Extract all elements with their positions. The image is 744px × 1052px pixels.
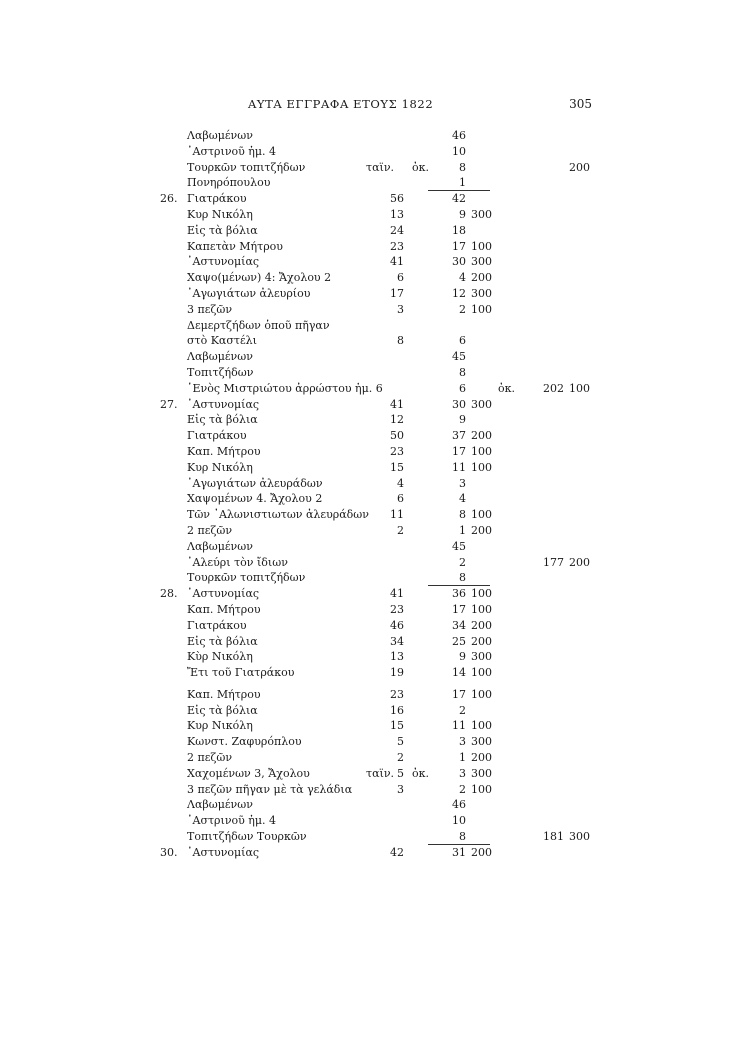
amount: 3 bbox=[459, 766, 466, 780]
amount: 4 bbox=[459, 271, 466, 285]
amount: 2 bbox=[459, 703, 466, 717]
entry-description: Κυρ Νικόλη bbox=[187, 207, 253, 221]
entry-description: Καπ. Μήτρου bbox=[187, 687, 261, 701]
daily-total-fraction: 300 bbox=[569, 830, 590, 844]
ledger-row bbox=[0, 445, 744, 461]
amount: 45 bbox=[452, 350, 466, 364]
amount-fraction: 200 bbox=[471, 845, 492, 859]
amount-fraction: 200 bbox=[471, 523, 492, 537]
entry-description: Τοπιτζήδων Τουρκῶν bbox=[187, 830, 307, 844]
amount: 1 bbox=[459, 176, 466, 190]
amount: 31 bbox=[452, 845, 466, 859]
amount: 42 bbox=[452, 192, 466, 206]
entry-description: 3 πεζῶν πῆγαν μὲ τὰ γελάδια bbox=[187, 782, 353, 796]
entry-description: ᾿Αστυνομίας bbox=[187, 587, 260, 601]
ledger-row bbox=[0, 524, 744, 540]
ledger-row bbox=[0, 783, 744, 799]
running-title: ΑΥΤΑ ΕΓΓΡΑΦΑ ΕΤΟΥΣ 1822 bbox=[248, 97, 434, 111]
amount: 11 bbox=[452, 719, 466, 733]
ledger-row bbox=[0, 666, 744, 682]
amount-fraction: 300 bbox=[471, 766, 492, 780]
ledger-row bbox=[0, 571, 744, 587]
amount: 9 bbox=[459, 650, 466, 664]
quantity: 13 bbox=[390, 207, 404, 221]
entry-description: ᾿Αστρινοῦ ἡμ. 4 bbox=[187, 814, 277, 828]
ledger-row bbox=[0, 461, 744, 477]
entry-description: Τουρκῶν τοπιτζήδων bbox=[187, 571, 306, 585]
entry-description: 2 πεζῶν bbox=[187, 523, 233, 537]
quantity: 41 bbox=[390, 587, 404, 601]
ledger-row bbox=[0, 814, 744, 830]
quantity: 24 bbox=[390, 223, 404, 237]
day-number: 26. bbox=[160, 192, 178, 206]
quantity: 42 bbox=[390, 845, 404, 859]
amount-fraction: 100 bbox=[471, 687, 492, 701]
amount: 8 bbox=[459, 571, 466, 585]
entry-description: Γιατράκου bbox=[187, 192, 247, 206]
amount: 8 bbox=[459, 160, 466, 174]
ledger-row bbox=[0, 735, 744, 751]
quantity: 56 bbox=[390, 192, 404, 206]
amount-fraction: 100 bbox=[471, 666, 492, 680]
measure-label: ὀκ. bbox=[412, 766, 429, 780]
entry-description: ᾿Αστυνομίας bbox=[187, 397, 260, 411]
ledger-row bbox=[0, 161, 744, 177]
entry-description: Ἔτι τοῦ Γιατράκου bbox=[187, 666, 295, 680]
quantity: 34 bbox=[390, 634, 404, 648]
quantity: 5 bbox=[397, 735, 404, 749]
entry-description: 3 πεζῶν bbox=[187, 302, 233, 316]
amount: 2 bbox=[459, 302, 466, 316]
quantity: 8 bbox=[397, 334, 404, 348]
entry-description: Γιατράκου bbox=[187, 618, 247, 632]
daily-total-fraction: 100 bbox=[569, 381, 590, 395]
amount: 8 bbox=[459, 830, 466, 844]
ledger-row bbox=[0, 635, 744, 651]
ledger-row bbox=[0, 492, 744, 508]
entry-description: Γιατράκου bbox=[187, 429, 247, 443]
sum-rule bbox=[428, 190, 490, 191]
ledger-row bbox=[0, 240, 744, 256]
ledger-row bbox=[0, 319, 744, 335]
amount-fraction: 200 bbox=[471, 634, 492, 648]
amount: 45 bbox=[452, 539, 466, 553]
quantity: 23 bbox=[390, 602, 404, 616]
ledger-table bbox=[0, 129, 744, 862]
amount-fraction: 300 bbox=[471, 397, 492, 411]
amount: 30 bbox=[452, 397, 466, 411]
ledger-row bbox=[0, 255, 744, 271]
amount: 17 bbox=[452, 239, 466, 253]
entry-description: Πονηρόπουλου bbox=[187, 176, 271, 190]
entry-description: ᾿Αστυνομίας bbox=[187, 845, 260, 859]
page-header bbox=[0, 97, 744, 113]
amount-fraction: 300 bbox=[471, 286, 492, 300]
entry-description: ᾿Αγωγιάτων ἀλευρίου bbox=[187, 286, 311, 300]
day-number: 30. bbox=[160, 845, 178, 859]
entry-description: ῾Ενὸς Μιστριώτου ἀρρώστου ἡμ. 6 bbox=[187, 381, 383, 395]
amount: 6 bbox=[459, 334, 466, 348]
quantity: 6 bbox=[397, 271, 404, 285]
page-number: 305 bbox=[569, 97, 592, 111]
amount: 30 bbox=[452, 255, 466, 269]
quantity: 4 bbox=[397, 476, 404, 490]
total-measure-label: ὀκ. bbox=[498, 381, 515, 395]
entry-description: Λαβωμένων bbox=[187, 798, 253, 812]
amount-fraction: 300 bbox=[471, 650, 492, 664]
amount: 8 bbox=[459, 365, 466, 379]
ledger-row bbox=[0, 587, 744, 603]
ledger-row bbox=[0, 830, 744, 846]
amount-fraction: 200 bbox=[471, 429, 492, 443]
amount: 17 bbox=[452, 602, 466, 616]
amount: 37 bbox=[452, 429, 466, 443]
entry-description: ᾿Αγωγιάτων ἀλευράδων bbox=[187, 476, 323, 490]
amount: 8 bbox=[459, 508, 466, 522]
amount-fraction: 100 bbox=[471, 460, 492, 474]
ledger-row bbox=[0, 650, 744, 666]
day-number: 27. bbox=[160, 397, 178, 411]
daily-total-fraction: 200 bbox=[569, 160, 590, 174]
amount: 34 bbox=[452, 618, 466, 632]
quantity: 2 bbox=[397, 523, 404, 537]
entry-description: Δεμερτζήδων ὁποῦ πῆγαν bbox=[187, 318, 330, 332]
amount-fraction: 200 bbox=[471, 751, 492, 765]
entry-description: στὸ Καστέλι bbox=[187, 334, 257, 348]
entry-description: 2 πεζῶν bbox=[187, 751, 233, 765]
entry-description: Εἰς τὰ βόλια bbox=[187, 703, 258, 717]
ledger-row bbox=[0, 540, 744, 556]
ledger-row bbox=[0, 688, 744, 704]
ledger-row bbox=[0, 145, 744, 161]
entry-description: Καπετὰν Μήτρου bbox=[187, 239, 283, 253]
ledger-row bbox=[0, 192, 744, 208]
amount-fraction: 100 bbox=[471, 602, 492, 616]
entry-description: Χαψο(μένων) 4: Ἄχολου 2 bbox=[187, 271, 332, 285]
quantity: 50 bbox=[390, 429, 404, 443]
ledger-row bbox=[0, 303, 744, 319]
ledger-row bbox=[0, 477, 744, 493]
entry-description: ᾿Αστυνομίας bbox=[187, 255, 260, 269]
daily-total: 202 bbox=[543, 381, 564, 395]
quantity: 19 bbox=[390, 666, 404, 680]
ledger-row bbox=[0, 619, 744, 635]
amount: 2 bbox=[459, 782, 466, 796]
amount: 17 bbox=[452, 444, 466, 458]
amount: 1 bbox=[459, 751, 466, 765]
entry-description: Κὺρ Νικόλη bbox=[187, 650, 253, 664]
unit-label: ταϊν. bbox=[366, 766, 395, 780]
entry-description: Εἰς τὰ βόλια bbox=[187, 634, 258, 648]
amount: 2 bbox=[459, 555, 466, 569]
amount-fraction: 100 bbox=[471, 302, 492, 316]
entry-description: Τουρκῶν τοπιτζήδων bbox=[187, 160, 306, 174]
amount-fraction: 200 bbox=[471, 618, 492, 632]
ledger-row bbox=[0, 603, 744, 619]
quantity: 23 bbox=[390, 687, 404, 701]
quantity: 41 bbox=[390, 397, 404, 411]
entry-description: Καπ. Μήτρου bbox=[187, 602, 261, 616]
entry-description: Τῶν ᾿Αλωνιστιωτων ἀλευράδων bbox=[187, 508, 369, 522]
amount-fraction: 100 bbox=[471, 239, 492, 253]
entry-description: Χαψομένων 4. Ἄχολου 2 bbox=[187, 492, 323, 506]
quantity: 13 bbox=[390, 650, 404, 664]
quantity: 2 bbox=[397, 751, 404, 765]
amount: 1 bbox=[459, 523, 466, 537]
quantity: 11 bbox=[390, 508, 404, 522]
amount: 25 bbox=[452, 634, 466, 648]
measure-label: ὀκ. bbox=[412, 160, 429, 174]
ledger-row bbox=[0, 382, 744, 398]
ledger-row bbox=[0, 719, 744, 735]
amount: 3 bbox=[459, 476, 466, 490]
daily-total-fraction: 200 bbox=[569, 555, 590, 569]
ledger-row bbox=[0, 366, 744, 382]
amount: 46 bbox=[452, 129, 466, 142]
amount: 11 bbox=[452, 460, 466, 474]
entry-description: Λαβωμένων bbox=[187, 539, 253, 553]
ledger-row bbox=[0, 846, 744, 862]
ledger-row bbox=[0, 176, 744, 192]
quantity: 3 bbox=[397, 782, 404, 796]
amount-fraction: 100 bbox=[471, 444, 492, 458]
quantity: 15 bbox=[390, 460, 404, 474]
daily-total: 177 bbox=[543, 555, 564, 569]
amount: 10 bbox=[452, 144, 466, 158]
quantity: 5 bbox=[397, 766, 404, 780]
entry-description: Εἰς τὰ βόλια bbox=[187, 223, 258, 237]
entry-description: Χαχομένων 3, Ἄχολου bbox=[187, 766, 310, 780]
amount-fraction: 300 bbox=[471, 735, 492, 749]
ledger-row bbox=[0, 751, 744, 767]
quantity: 41 bbox=[390, 255, 404, 269]
amount: 36 bbox=[452, 587, 466, 601]
amount-fraction: 100 bbox=[471, 587, 492, 601]
amount: 46 bbox=[452, 798, 466, 812]
unit-label: ταϊν. bbox=[366, 160, 395, 174]
quantity: 15 bbox=[390, 719, 404, 733]
quantity: 23 bbox=[390, 239, 404, 253]
ledger-row bbox=[0, 334, 744, 350]
ledger-row bbox=[0, 429, 744, 445]
ledger-row bbox=[0, 271, 744, 287]
quantity: 16 bbox=[390, 703, 404, 717]
ledger-row bbox=[0, 556, 744, 572]
entry-description: Τοπιτζήδων bbox=[187, 365, 254, 379]
ledger-row bbox=[0, 798, 744, 814]
sum-rule bbox=[428, 844, 490, 845]
day-number: 28. bbox=[160, 587, 178, 601]
ledger-row bbox=[0, 508, 744, 524]
amount: 10 bbox=[452, 814, 466, 828]
quantity: 23 bbox=[390, 444, 404, 458]
amount: 17 bbox=[452, 687, 466, 701]
quantity: 3 bbox=[397, 302, 404, 316]
ledger-row bbox=[0, 287, 744, 303]
ledger-row bbox=[0, 129, 744, 145]
entry-description: Κωνστ. Ζαφυρόπλου bbox=[187, 735, 302, 749]
amount-fraction: 300 bbox=[471, 255, 492, 269]
entry-description: Κυρ Νικόλη bbox=[187, 460, 253, 474]
entry-description: Καπ. Μήτρου bbox=[187, 444, 261, 458]
amount-fraction: 100 bbox=[471, 782, 492, 796]
quantity: 17 bbox=[390, 286, 404, 300]
amount-fraction: 100 bbox=[471, 508, 492, 522]
amount: 14 bbox=[452, 666, 466, 680]
amount: 3 bbox=[459, 735, 466, 749]
quantity: 46 bbox=[390, 618, 404, 632]
ledger-row bbox=[0, 398, 744, 414]
entry-description: Λαβωμένων bbox=[187, 129, 253, 142]
amount: 4 bbox=[459, 492, 466, 506]
amount: 12 bbox=[452, 286, 466, 300]
quantity: 6 bbox=[397, 492, 404, 506]
amount-fraction: 100 bbox=[471, 719, 492, 733]
ledger-row bbox=[0, 350, 744, 366]
amount: 9 bbox=[459, 207, 466, 221]
entry-description: ᾿Αστρινοῦ ἡμ. 4 bbox=[187, 144, 277, 158]
ledger-row bbox=[0, 208, 744, 224]
ledger-row bbox=[0, 704, 744, 720]
amount-fraction: 300 bbox=[471, 207, 492, 221]
ledger-row bbox=[0, 224, 744, 240]
quantity: 12 bbox=[390, 413, 404, 427]
amount: 18 bbox=[452, 223, 466, 237]
entry-description: Εἰς τὰ βόλια bbox=[187, 413, 258, 427]
daily-total: 181 bbox=[543, 830, 564, 844]
entry-description: Κυρ Νικόλη bbox=[187, 719, 253, 733]
ledger-row bbox=[0, 413, 744, 429]
amount: 9 bbox=[459, 413, 466, 427]
amount: 6 bbox=[459, 381, 466, 395]
amount-fraction: 200 bbox=[471, 271, 492, 285]
ledger-row bbox=[0, 767, 744, 783]
entry-description: Λαβωμένων bbox=[187, 350, 253, 364]
entry-description: ᾿Αλεύρι τὸν ἴδιων bbox=[187, 555, 288, 569]
sum-rule bbox=[428, 585, 490, 586]
